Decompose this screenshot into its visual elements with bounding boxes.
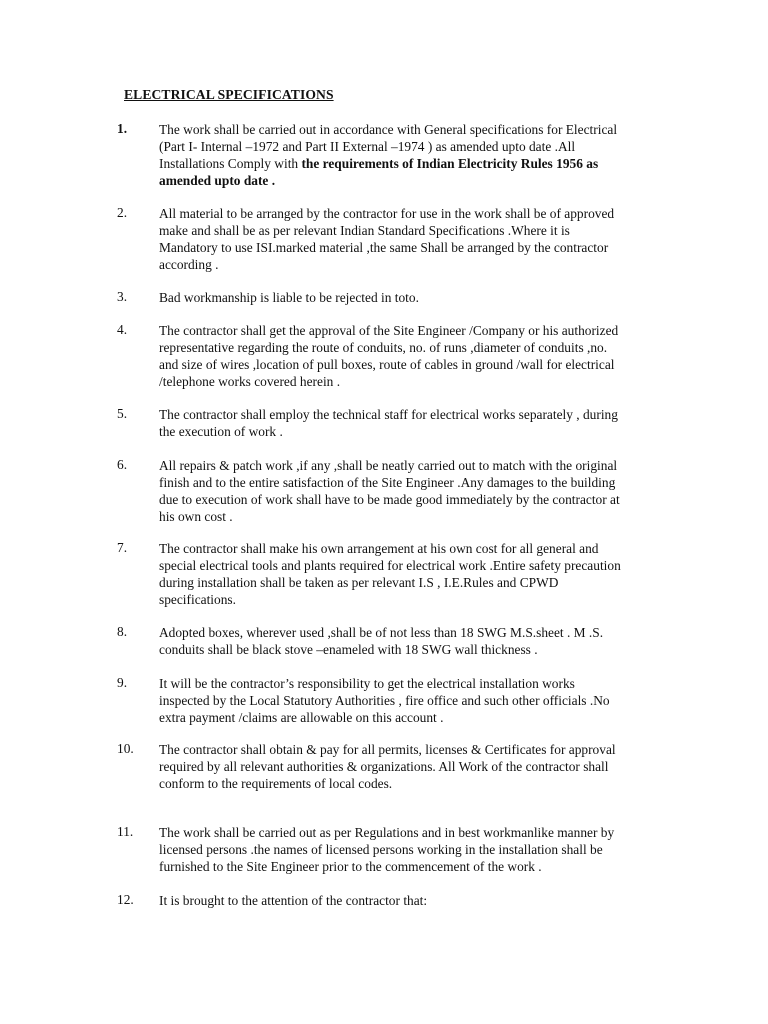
item-line: special electrical tools and plants required for electrical work .Entire safety precaution	[159, 558, 621, 573]
item-number: 5.	[117, 406, 128, 421]
item-text	[159, 205, 659, 273]
item-line: according .	[159, 257, 219, 272]
item-line: conduits shall be black stove –enameled with 18 SWG wall thickness .	[159, 642, 538, 657]
item-number: 1.	[117, 121, 128, 136]
item-line: It will be the contractor’s responsibility to get the electrical installation works	[159, 676, 575, 691]
item-line: The contractor shall get the approval of the Site Engineer /Company or his authorized	[159, 323, 619, 338]
item-number: 4.	[117, 322, 128, 337]
item-line: finish and to the entire satisfaction of the Site Engineer .Any damages to the building	[159, 475, 616, 490]
item-number: 8.	[117, 624, 128, 639]
item-line: All repairs & patch work ,if any ,shall be neatly carried out to match with the original	[159, 458, 618, 473]
item-line: during installation shall be taken as per relevant I.S , I.E.Rules and CPWD	[159, 575, 559, 590]
item-number: 2.	[117, 205, 128, 220]
item-line: licensed persons .the names of licensed persons working in the installation shall be	[159, 842, 603, 857]
item-line: specifications.	[159, 592, 236, 607]
item-line: required by all relevant authorities & organizations. All Work of the contractor shall	[159, 759, 609, 774]
item-line: /telephone works covered herein .	[159, 374, 341, 389]
item-line: All material to be arranged by the contractor for use in the work shall be of approved	[159, 206, 615, 221]
item-text	[159, 289, 659, 306]
item-line: The contractor shall make his own arrangement at his own cost for all general and	[159, 541, 599, 556]
item-line: extra payment /claims are allowable on this account .	[159, 710, 444, 725]
item-line: Bad workmanship is liable to be rejected in toto.	[159, 290, 419, 305]
item-text	[159, 675, 659, 726]
item-line: furnished to the Site Engineer prior to the commencement of the work .	[159, 859, 542, 874]
item-text	[159, 624, 659, 658]
item-line: his own cost .	[159, 509, 233, 524]
item-line: Adopted boxes, wherever used ,shall be of not less than 18 SWG M.S.sheet . M .S.	[159, 625, 604, 640]
item-number: 12.	[117, 892, 134, 907]
item-text	[159, 406, 659, 440]
item-number: 7.	[117, 540, 128, 555]
item-line: Mandatory to use ISI.marked material ,the same Shall be arranged by the contractor	[159, 240, 609, 255]
item-text	[159, 322, 659, 390]
item-number: 6.	[117, 457, 128, 472]
item-text	[159, 824, 659, 875]
item-text	[159, 741, 659, 792]
item-text	[159, 892, 659, 909]
item-text	[159, 121, 659, 189]
item-line: make and shall be as per relevant Indian Standard Specifications .Where it is	[159, 223, 570, 238]
item-line: The work shall be carried out in accordance with General specifications for Electrical	[159, 122, 618, 137]
item-line: (Part I- Internal –1972 and Part II External –1974 ) as amended upto date .All	[159, 139, 576, 154]
item-number: 9.	[117, 675, 128, 690]
item-number: 11.	[117, 824, 134, 839]
item-number: 10.	[117, 741, 134, 756]
item-line-start: Installations Comply with	[159, 156, 302, 171]
item-number: 3.	[117, 289, 128, 304]
item-line: amended upto date .	[159, 173, 276, 188]
item-line-bold: the requirements of Indian Electricity Rules 1956 as	[301, 156, 599, 171]
document-title: ELECTRICAL SPECIFICATIONS	[124, 87, 334, 102]
item-line: the execution of work .	[159, 424, 283, 439]
item-line: The work shall be carried out as per Regulations and in best workmanlike manner by	[159, 825, 615, 840]
item-line: It is brought to the attention of the contractor that:	[159, 893, 428, 908]
item-text	[159, 457, 659, 525]
item-line: The contractor shall employ the technical staff for electrical works separately , during	[159, 407, 618, 422]
item-line: representative regarding the route of conduits, no. of runs ,diameter of conduits ,no.	[159, 340, 608, 355]
item-line: and size of wires ,location of pull boxes, route of cables in ground /wall for electrical	[159, 357, 615, 372]
item-line: due to execution of work shall have to be made good immediately by the contractor at	[159, 492, 620, 507]
item-line-mixed	[159, 155, 659, 172]
item-line: conform to the requirements of local codes.	[159, 776, 393, 791]
item-line: inspected by the Local Statutory Authorities , fire office and such other officials .No	[159, 693, 610, 708]
item-text	[159, 540, 659, 608]
item-line: The contractor shall obtain & pay for all permits, licenses & Certificates for approval	[159, 742, 616, 757]
